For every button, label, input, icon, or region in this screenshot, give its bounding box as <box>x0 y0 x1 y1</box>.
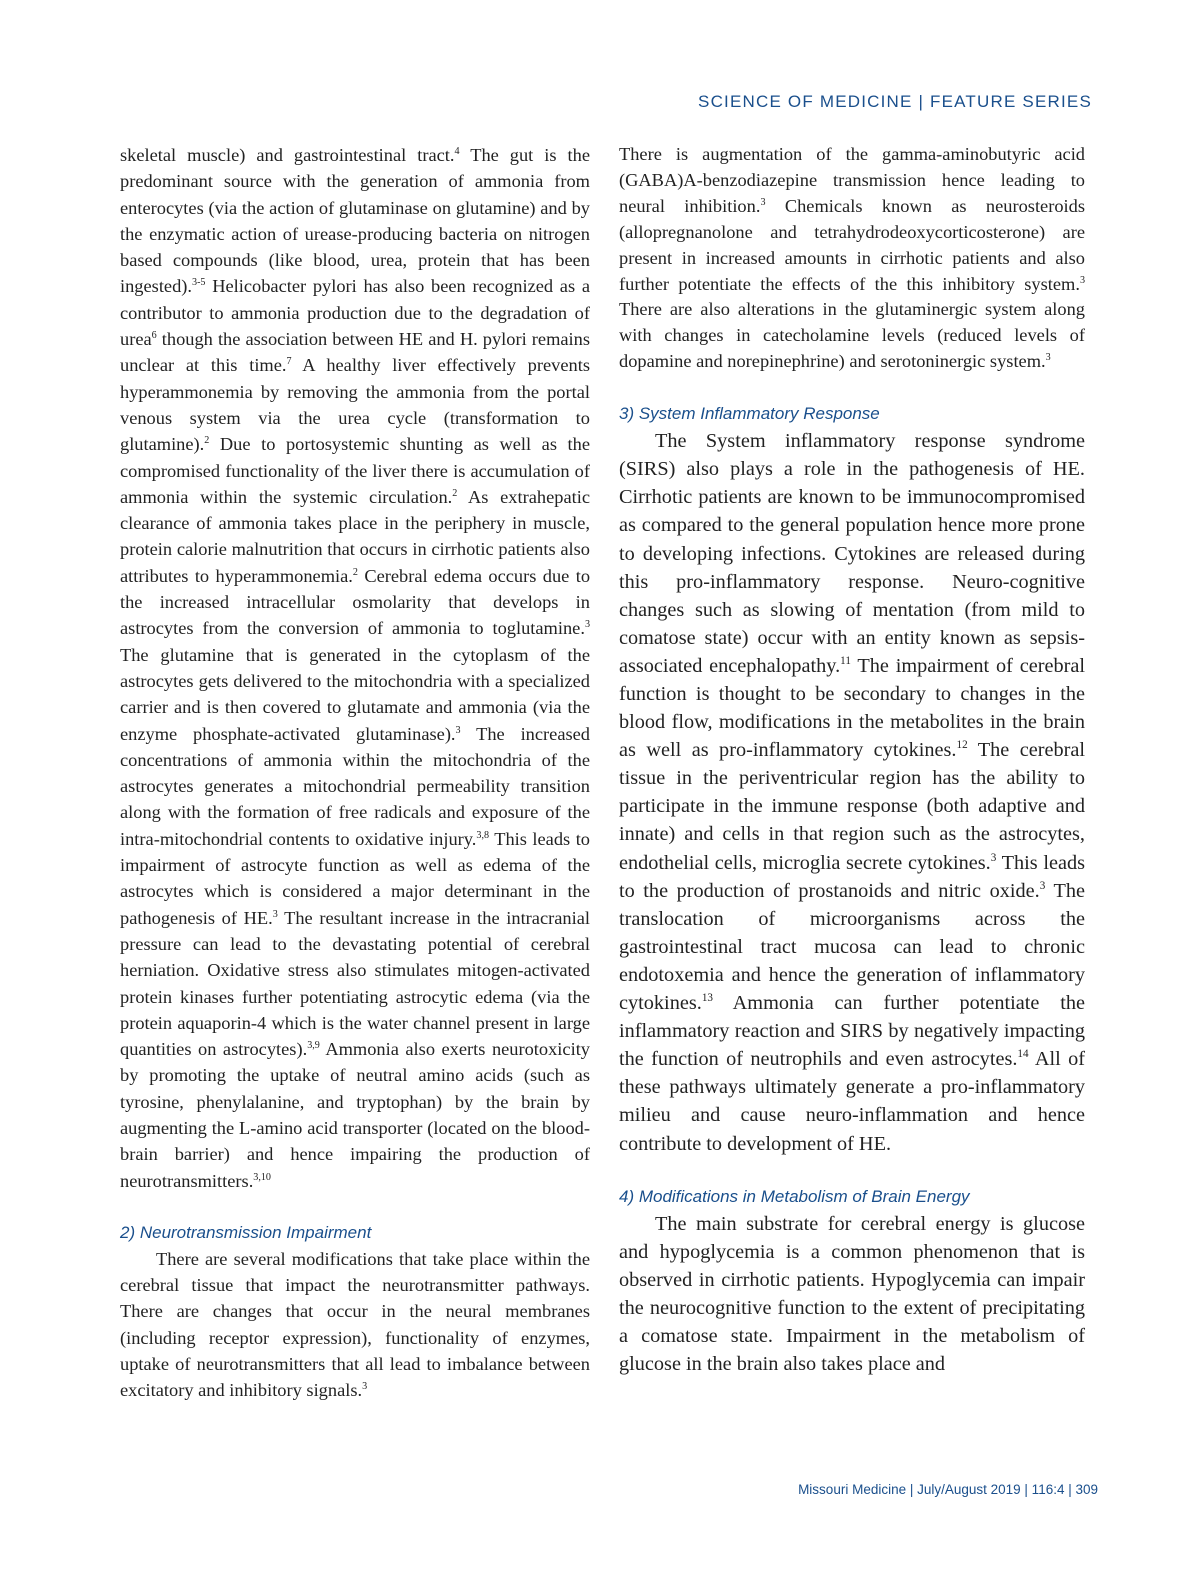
text-run: The increased concentrations of ammonia within the mitochondria of the astrocytes generates a mitochondrial permeability transition along with the formation of free radicals and exposure of the intra-mitochondrial contents to oxidative injury. <box>120 723 591 849</box>
text-run: The cerebral tissue in the periventricular region has the ability to participate in the immune response (both adaptive and innate) and cells in that region such as the astrocytes, endothelial cells, microglia secrete cytokines. <box>619 739 1085 874</box>
citation-ref: 13 <box>701 992 713 1005</box>
text-run: Due to portosystemic shunting as well as the compromised functionality of the liver there is accumulation of ammonia within the systemic circulation. <box>120 434 590 507</box>
section-heading: 3) System Inflammatory Response <box>619 404 880 424</box>
text-run: The System inflammatory response syndrome (SIRS) also plays a role in the pathogenesis of HE. Cirrhotic patients are known to be immunocompromised as compared to the general population hence more prone to developing infections. Cytokines are released during this pro-inflammatory response. Neuro-cognitive changes such as slowing of mentation (from mild to comatose state) occur with an entity known as sepsis-associated encephalopathy. <box>619 430 1085 677</box>
citation-ref: 2 <box>352 566 358 578</box>
body-paragraph <box>619 427 1085 1157</box>
body-paragraph <box>619 1210 1085 1379</box>
right-column <box>619 142 1085 1378</box>
citation-ref: 3,8 <box>476 829 490 841</box>
text-run: Helicobacter pylori has also been recognized as a contributor to ammonia production due to the degradation of urea <box>120 276 590 350</box>
text-run: The translocation of microorganisms across the gastrointestinal tract mucosa can lead to chronic endotoxemia and hence the generation of inflammatory cytokines. <box>619 879 1085 1015</box>
body-paragraph <box>120 1246 590 1404</box>
text-run: This leads to impairment of astrocyte function as well as edema of the astrocytes which is considered a major determinant in the pathogenesis of HE. <box>120 828 591 928</box>
citation-ref: 2 <box>452 487 458 499</box>
text-run: though the association between HE and H. pylori remains unclear at this time. <box>120 329 590 376</box>
text-run: skeletal muscle) and gastrointestinal tract. <box>120 145 455 165</box>
text-run: All of these pathways ultimately generate a pro-inflammatory milieu and cause neuro-inflammation and hence contribute to development of HE. <box>619 1048 1085 1155</box>
citation-ref: 3 <box>362 1381 368 1393</box>
citation-ref: 3,9 <box>307 1040 320 1052</box>
section-heading: 2) Neurotransmission Impairment <box>120 1222 372 1242</box>
citation-ref: 3 <box>1045 352 1051 364</box>
text-run: This leads to the production of prostanoids and nitric oxide. <box>619 851 1085 902</box>
citation-ref: 3,10 <box>253 1171 271 1183</box>
citation-ref: 3 <box>1079 274 1085 286</box>
text-run: As extrahepatic clearance of ammonia takes place in the periphery in muscle, protein calorie malnutrition that occurs in cirrhotic patients also attributes to hyperammonemia. <box>120 486 590 586</box>
citation-ref: 3 <box>760 196 766 208</box>
body-paragraph <box>619 142 1085 375</box>
text-run: The gut is the predominant source with the generation of ammonia from enterocytes (via the action of glutaminase on glutamine) and by the enzymatic action of urease-producing bacteria on nitrogen based compounds (like blood, urea, protein that has been ingested). <box>120 145 590 297</box>
citation-ref: 3 <box>455 724 461 736</box>
citation-ref: 4 <box>454 145 460 157</box>
text-run: The impairment of cerebral function is thought to be secondary to changes in the blood flow, modifications in the metabolites in the brain as well as pro-inflammatory cytokines. <box>619 654 1085 762</box>
citation-ref: 7 <box>286 356 292 368</box>
citation-ref: 3 <box>990 851 997 864</box>
citation-ref: 3-5 <box>192 277 206 289</box>
citation-ref: 11 <box>840 655 851 668</box>
text-run: There are also alterations in the glutaminergic system along with changes in catecholamine levels (reduced levels of dopamine and norepinephrine) and serotoninergic system. <box>619 299 1085 372</box>
text-run: The resultant increase in the intracranial pressure can lead to the devastating potential of cerebral herniation. Oxidative stress also stimulates mitogen-activated protein kinases further potentiating astrocytic edema (via the protein aquaporin-4 which is the water channel present in large quantities on astrocytes). <box>120 907 590 1060</box>
citation-ref: 3 <box>584 619 590 631</box>
citation-ref: 12 <box>956 739 968 752</box>
text-run: The main substrate for cerebral energy is glucose and hypoglycemia is a common phenomenon that is observed in cirrhotic patients. Hypoglycemia can impair the neurocognitive function to the extent of precipitating a comatose state. Impairment in the metabolism of glucose in the brain also takes place and <box>619 1212 1085 1376</box>
text-run: The glutamine that is generated in the cytoplasm of the astrocytes gets delivered to the mitochondria with a specialized carrier and is then covered to glutamate and ammonia (via the enzyme phosphate-activated glutaminase). <box>120 644 590 744</box>
section-header: SCIENCE OF MEDICINE | FEATURE SERIES <box>698 92 1092 111</box>
citation-ref: 2 <box>204 435 210 447</box>
text-run: Cerebral edema occurs due to the increased intracellular osmolarity that develops in astrocytes from the conversion of ammonia to toglutamine. <box>120 565 591 639</box>
section-heading: 4) Modifications in Metabolism of Brain Energy <box>619 1186 970 1206</box>
citation-ref: 3 <box>272 908 278 920</box>
body-paragraph <box>120 142 590 1194</box>
text-run: There is augmentation of the gamma-aminobutyric acid (GABA)A-benzodiazepine transmission hence leading to neural inhibition. <box>619 144 1085 216</box>
text-run: A healthy liver effectively prevents hyperammonemia by removing the ammonia from the portal venous system via the urea cycle (transformation to glutamine). <box>120 355 590 455</box>
text-run: Ammonia can further potentiate the inflammatory reaction and SIRS by negatively impacting the function of neutrophils and even astrocytes. <box>619 992 1085 1071</box>
citation-ref: 14 <box>1017 1048 1029 1061</box>
text-run: Chemicals known as neurosteroids (allopregnanolone and tetrahydrodeoxycorticosterone) are present in increased amounts in cirrhotic patients and also further potentiate the effects of the this inhibitory system. <box>619 195 1085 294</box>
left-column <box>120 142 590 1404</box>
citation-ref: 6 <box>151 330 157 341</box>
text-run: There are several modifications that take place within the cerebral tissue that impact the neurotransmitter pathways. There are changes that occur in the neural membranes (including receptor expression), functionality of enzymes, uptake of neurotransmitters that all lead to imbalance between excitatory and inhibitory signals. <box>120 1248 590 1401</box>
citation-ref: 3 <box>1039 879 1046 892</box>
text-run: Ammonia also exerts neurotoxicity by promoting the uptake of neutral amino acids (such as tyrosine, phenylalanine, and tryptophan) by the brain by augmenting the L-amino acid transporter (located on the blood-brain barrier) and hence impairing the production of neurotransmitters. <box>120 1039 590 1191</box>
page-footer: Missouri Medicine | July/August 2019 | 116:4 | 309 <box>798 1482 1098 1497</box>
